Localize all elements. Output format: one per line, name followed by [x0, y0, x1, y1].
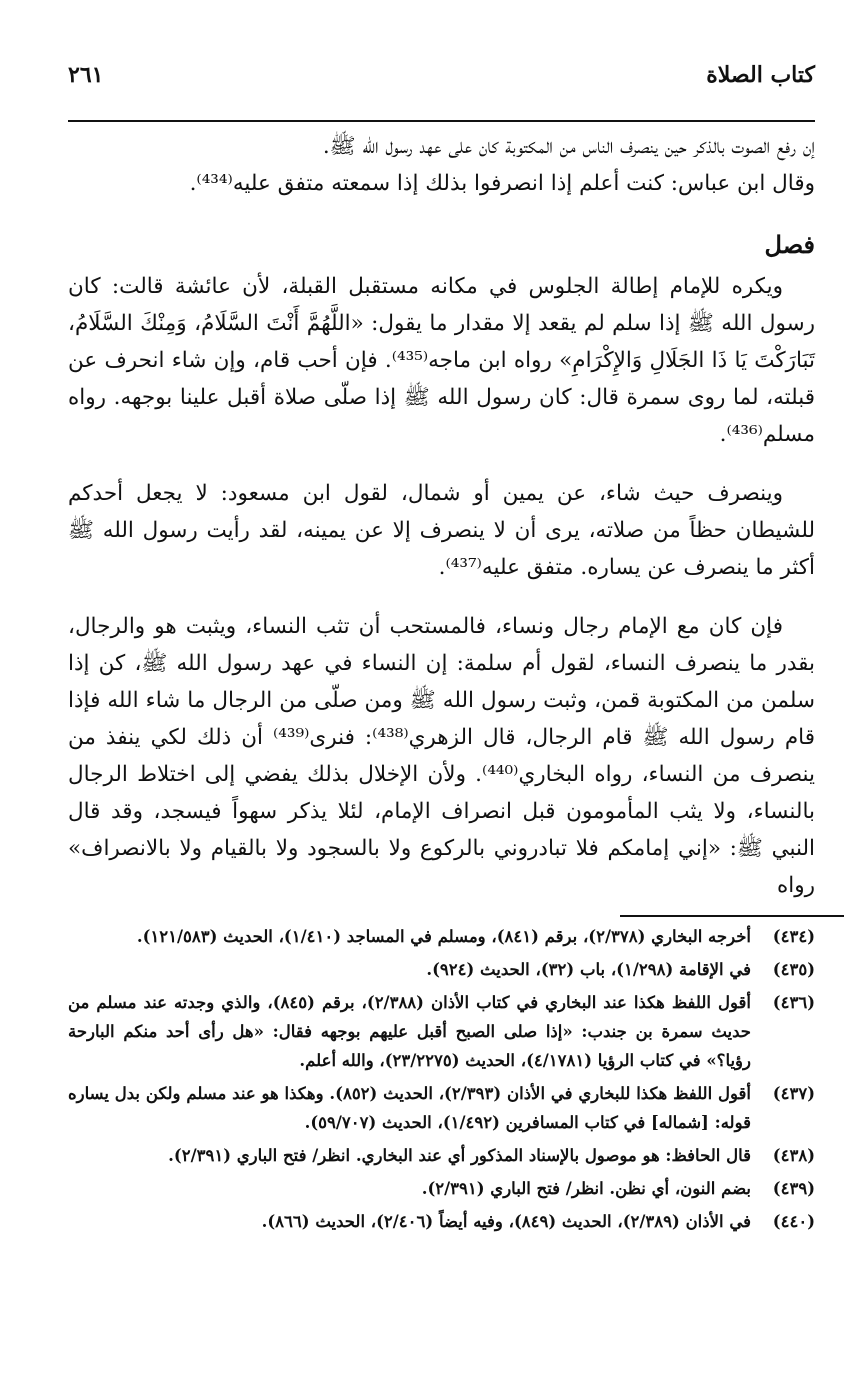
footnote	[68, 1141, 815, 1170]
paragraph-4: فإن كان مع الإمام رجال ونساء، فالمستحب أن تثب النساء، ويثبت هو والرجال، بقدر ما ينصرف النساء، لقول أم سلمة: إن النساء في عهد رسول الله ﷺ، كن إذا سلمن من المكتوبة قمن، وثبت رسول الله ﷺ ومن صلّى من الرجال ما شاء الله فإذا قام رسول الله ﷺ قام الرجال، قال الزهري⁽⁴³⁸⁾: فنرى⁽⁴³⁹⁾ أن ذلك لكي ينفذ من ينصرف من النساء، رواه البخاري⁽⁴⁴⁰⁾. ولأن الإخلال بذلك يفضي إلى اختلاط الرجال بالنساء، ولا يثب المأمومون قبل انصراف الإمام، لئلا يذكر سهواً فيسجد، وقد قال النبي ﷺ: «إني إمامكم فلا تبادروني بالركوع ولا بالسجود ولا بالقيام ولا بالانصراف» رواه	[68, 614, 815, 898]
footnote-number: (٤٤٠)	[772, 1212, 815, 1231]
footnote	[68, 922, 815, 951]
paragraph-gap	[68, 586, 815, 608]
paragraph-1-line-1: إن رفع الصوت بالذكر حين ينصرف الناس من المكتوبة كان على عهد رسول الله ﷺ.	[322, 134, 815, 159]
footnote-text: في الأذان (٢/٣٨٩)، الحديث (٨٤٩)، وفيه أيضاً (٢/٤٠٦)، الحديث (٨٦٦).	[261, 1212, 751, 1231]
footnote-text: في الإقامة (١/٢٩٨)، باب (٣٢)، الحديث (٩٢٤).	[426, 960, 751, 979]
footnote-number: (٤٣٨)	[772, 1146, 815, 1165]
footnotes	[68, 922, 815, 1240]
page-header	[68, 58, 815, 92]
footnote-text: أقول اللفظ هكذا للبخاري في الأذان (٢/٣٩٣)، الحديث (٨٥٢). وهكذا هو عند مسلم ولكن بدل يساره قوله: [شماله] في كتاب المسافرين (١/٤٩٢)، الحديث (٥٩/٧٠٧).	[68, 1084, 751, 1132]
footnote-number: (٤٣٧)	[772, 1084, 815, 1103]
footnote-text: أخرجه البخاري (٢/٣٧٨)، برقم (٨٤١)، ومسلم في المساجد (١/٤١٠)، الحديث (١٢١/٥٨٣).	[136, 927, 751, 946]
footnote-number: (٤٣٦)	[772, 993, 815, 1012]
footnote	[68, 1207, 815, 1236]
paragraph-3: وينصرف حيث شاء، عن يمين أو شمال، لقول ابن مسعود: لا يجعل أحدكم للشيطان حظاً من صلاته، يرى أن لا ينصرف إلا عن يمينه، لقد رأيت رسول الله ﷺ أكثر ما ينصرف عن يساره. متفق عليه⁽⁴³⁷⁾.	[68, 481, 815, 580]
paragraph-2: ويكره للإمام إطالة الجلوس في مكانه مستقبل القبلة، لأن عائشة قالت: كان رسول الله ﷺ إذا سلم لم يقعد إلا مقدار ما يقول: «اللَّهُمَّ أَنْتَ السَّلَامُ، وَمِنْكَ السَّلَامُ، تَبَارَكْتَ يَا ذَا الجَلَالِ وَالإِكْرَامِ» رواه ابن ماجه⁽⁴³⁵⁾. فإن أحب قام، وإن شاء انحرف عن قبلته، لما روى سمرة قال: كان رسول الله ﷺ إذا صلّى صلاة أقبل علينا بوجهه. رواه مسلم⁽⁴³⁶⁾.	[68, 274, 815, 447]
section-heading: فصل	[764, 230, 815, 259]
main-text	[68, 128, 815, 904]
paragraph-1-line-2: وقال ابن عباس: كنت أعلم إذا انصرفوا بذلك إذا سمعته متفق عليه⁽⁴³⁴⁾.	[189, 171, 815, 196]
header-rule	[68, 120, 815, 122]
footnote-separator	[620, 915, 844, 917]
footnote-number: (٤٣٩)	[772, 1179, 815, 1198]
footnote-text: قال الحافظ: هو موصول بالإسناد المذكور أي عند البخاري. انظر/ فتح الباري (٢/٣٩١).	[168, 1146, 751, 1165]
footnote	[68, 955, 815, 984]
footnote	[68, 1079, 815, 1137]
footnote-text: بضم النون، أي نظن. انظر/ فتح الباري (٢/٣٩١).	[421, 1179, 751, 1198]
book-title: كتاب الصلاة	[706, 62, 815, 88]
footnote	[68, 1174, 815, 1203]
footnote-number: (٤٣٥)	[772, 960, 815, 979]
paragraph-gap	[68, 453, 815, 475]
footnote	[68, 988, 815, 1075]
footnote-text: أقول اللفظ هكذا عند البخاري في كتاب الأذان (٢/٣٨٨)، برقم (٨٤٥)، والذي وجدته عند مسلم من حديث سمرة بن جندب: «إذا صلى الصبح أقبل عليهم بوجهه فقال: «هل رأى أحد منكم البارحة رؤيا؟» في كتاب الرؤيا (٤/١٧٨١)، الحديث (٢٣/٢٢٧٥)، والله أعلم.	[68, 993, 751, 1070]
footnote-number: (٤٣٤)	[772, 927, 815, 946]
page-number: ٢٦١	[68, 62, 104, 88]
